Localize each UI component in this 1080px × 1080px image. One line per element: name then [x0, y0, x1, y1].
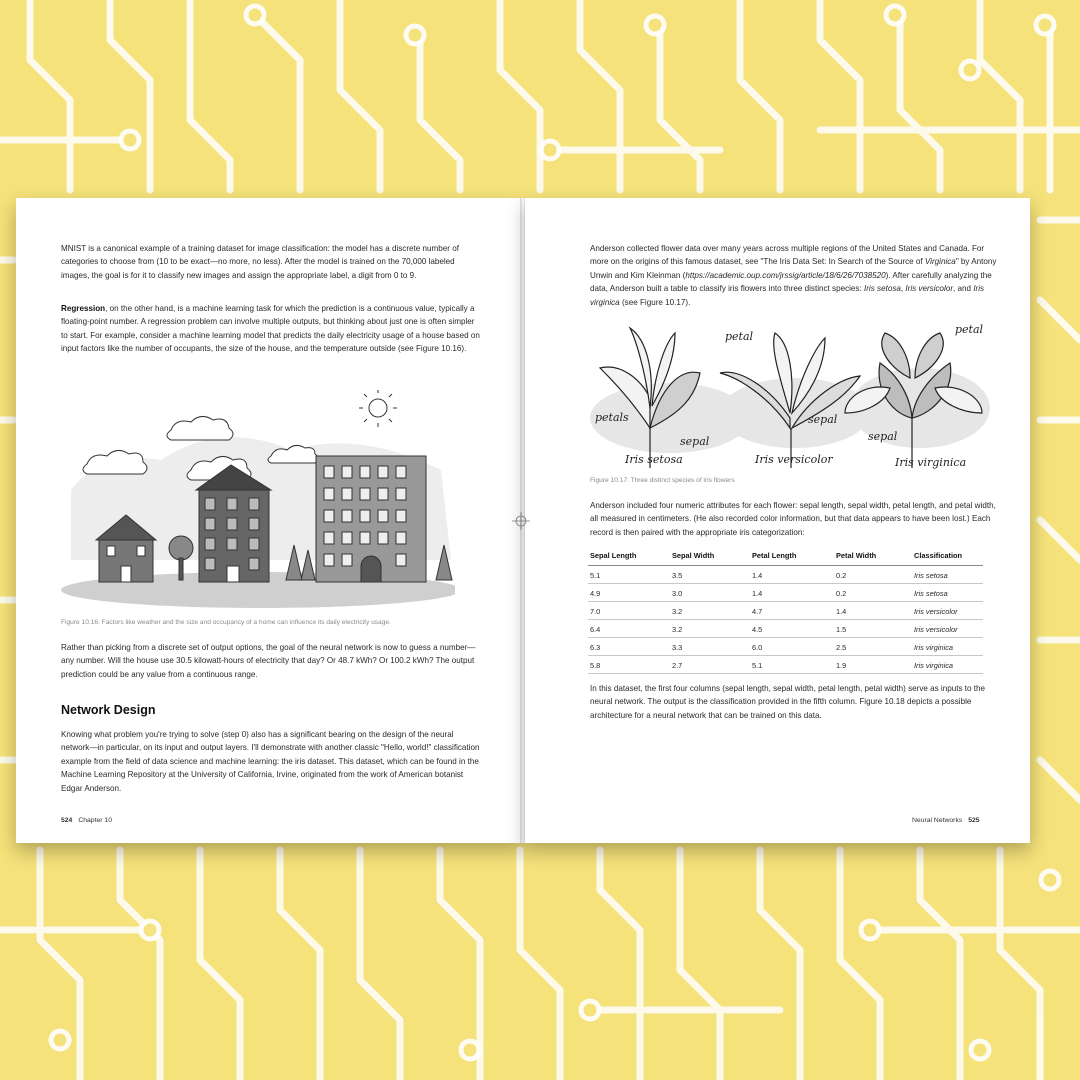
header-sepal-width: Sepal Width: [670, 551, 750, 566]
table-cell: 0.2: [834, 584, 912, 602]
attributes-paragraph: Anderson included four numeric attributes for each flower: sepal length, sepal width, petal length, and petal width, all measured in centimeters. (He also recorded color information, but that data appears to have been lost.) Each record is then paired with the appropriate iris categorization:: [590, 501, 996, 537]
table-cell: 4.7: [750, 602, 834, 620]
table-cell: 3.2: [670, 620, 750, 638]
article-link[interactable]: https://academic.oup.com/jrssig/article/18/6/26/7038520: [685, 270, 886, 280]
anderson-text-c: ). After carefully analyzing the data, Anderson built a table to classify iris flowers into three distinct species:: [590, 270, 992, 294]
anderson-text-d: (see Figure 10.17).: [619, 297, 691, 307]
table-row: [588, 656, 983, 674]
continuous-range-paragraph: Rather than picking from a discrete set of output options, the goal of the neural network is now to guess a number—any number. Will the house use 30.5 kilowatt-hours of electricity that day? Or 48.7 kWh? Or 100.2 kWh? The output prediction could be any value from a continuous range.: [61, 643, 476, 679]
table-cell: Iris versicolor: [912, 620, 983, 638]
table-cell: 1.4: [834, 602, 912, 620]
header-petal-width: Petal Width: [834, 551, 912, 566]
table-cell: 7.0: [588, 602, 670, 620]
table-cell: 2.7: [670, 656, 750, 674]
table-cell: 4.9: [588, 584, 670, 602]
setosa-term: Iris setosa: [863, 284, 901, 294]
table-row: [588, 584, 983, 602]
left-page: [16, 198, 521, 843]
left-page-number: 524: [61, 817, 73, 824]
virginica-species-term: Iris virginica: [590, 284, 985, 307]
table-cell: Iris setosa: [912, 584, 983, 602]
anderson-text-b: " by Antony Unwin and Kim Kleinman (: [590, 257, 997, 280]
iris-data-table: [588, 551, 983, 674]
table-cell: 3.3: [670, 638, 750, 656]
header-classification: Classification: [912, 551, 983, 566]
regression-term: Regression: [61, 304, 106, 313]
table-row: [588, 638, 983, 656]
houses-weather-illustration: [61, 390, 455, 612]
table-cell: Iris virginica: [912, 656, 983, 674]
table-row: [588, 620, 983, 638]
chapter-label: Chapter 10: [78, 817, 112, 824]
separator-2: , and: [953, 284, 974, 294]
table-cell: 6.0: [750, 638, 834, 656]
header-petal-length: Petal Length: [750, 551, 834, 566]
table-cell: Iris virginica: [912, 638, 983, 656]
label-iris-virginica: Iris virginica: [895, 456, 967, 469]
label-iris-setosa: Iris setosa: [625, 453, 683, 466]
regression-text: , on the other hand, is a machine learning task for which the prediction is a continuous value, typically a floating-point number. A regression problem can involve multiple outputs, but thinking about just one is often simpler to start. For example, consider a machine learning model that predicts the daily electricity usage of a house based on input factors like the number of occupants, the size of the house, and the temperature outside (see Figure 10.16).: [61, 304, 480, 354]
regression-paragraph: [61, 302, 481, 356]
anderson-paragraph: [590, 242, 1002, 309]
table-cell: 5.8: [588, 656, 670, 674]
table-cell: 6.3: [588, 638, 670, 656]
right-page-footer: [912, 817, 986, 824]
label-petal-3: petal: [955, 323, 984, 336]
virginica-term: Virginica: [924, 257, 956, 267]
table-cell: 5.1: [750, 656, 834, 674]
mnist-paragraph: MNIST is a canonical example of a training dataset for image classification: the model has a discrete number of categories to choose from (10 to be exact—no more, no less). After the model is trained on the 70,000 labeled images, the goal is for it to classify new images and assign the appropriate label, a digit from 0 to 9.: [61, 244, 459, 280]
table-cell: 6.4: [588, 620, 670, 638]
right-page-number: 525: [968, 817, 980, 824]
left-page-footer: [61, 817, 112, 824]
network-design-paragraph: Knowing what problem you're trying to solve (step 0) also has a significant bearing on the design of the neural network—in particular, on its input and output layers. I'll demonstrate with another classic "Hello, world!" classification example from the field of data science and machine learning: the iris dataset. This dataset, which can be found in the Machine Learning Repository at the University of California, Irvine, originated from the work of American botanist Edgar Anderson.: [61, 730, 480, 793]
label-petals: petals: [595, 411, 629, 424]
iris-flowers-illustration: [590, 318, 990, 473]
table-cell: 3.2: [670, 602, 750, 620]
table-cell: 3.0: [670, 584, 750, 602]
versicolor-term: Iris versicolor: [905, 284, 954, 294]
table-cell: 1.4: [750, 584, 834, 602]
separator-1: ,: [900, 284, 906, 294]
figure-10-16-caption: Figure 10.16: Factors like weather and the size and occupancy of a home can influence its daily electricity usage.: [61, 619, 391, 626]
right-page: [525, 198, 1030, 843]
label-sepal-2: sepal: [808, 413, 838, 426]
table-cell: 1.4: [750, 566, 834, 584]
registration-mark-icon: [512, 512, 530, 530]
page-title-label: Neural Networks: [912, 817, 963, 824]
label-petal-2: petal: [725, 330, 754, 343]
label-sepal-3: sepal: [868, 430, 898, 443]
table-header-row: [588, 551, 983, 566]
table-cell: 2.5: [834, 638, 912, 656]
table-cell: Iris versicolor: [912, 602, 983, 620]
table-cell: 4.5: [750, 620, 834, 638]
network-design-heading: Network Design: [61, 703, 156, 717]
table-cell: 1.5: [834, 620, 912, 638]
table-row: [588, 602, 983, 620]
anderson-text-a: Anderson collected flower data over many years across multiple regions of the United States and Canada. For more on the origins of this famous dataset, see "The Iris Data Set: In Search of the Source of: [590, 244, 985, 267]
label-iris-versicolor: Iris versicolor: [755, 453, 833, 466]
figure-10-17-caption: Figure 10.17: Three distinct species of iris flowers: [590, 477, 735, 484]
table-row: [588, 566, 983, 584]
table-cell: Iris setosa: [912, 566, 983, 584]
table-cell: 1.9: [834, 656, 912, 674]
table-cell: 5.1: [588, 566, 670, 584]
table-cell: 3.5: [670, 566, 750, 584]
table-cell: 0.2: [834, 566, 912, 584]
header-sepal-length: Sepal Length: [588, 551, 670, 566]
dataset-columns-paragraph: In this dataset, the first four columns (sepal length, sepal width, petal length, petal width) serve as inputs to the neural network. The output is the classification provided in the fifth column. Figure 10.18 depicts a possible architecture for a neural network that can be trained on this data.: [590, 684, 986, 720]
label-sepal-1: sepal: [680, 435, 710, 448]
